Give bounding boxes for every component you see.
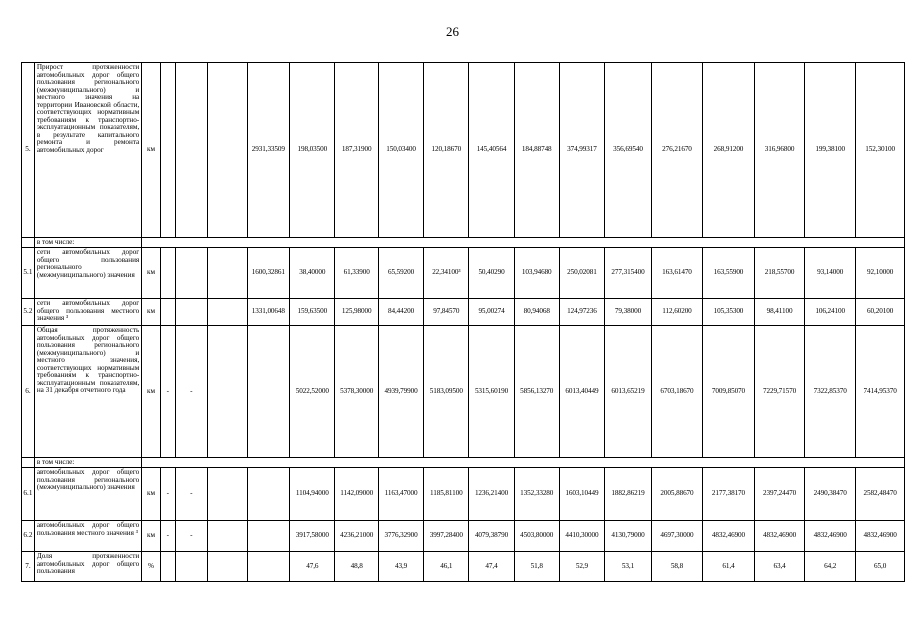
value-cell: 184,88748	[514, 63, 559, 238]
value-cell: 52,9	[559, 552, 604, 582]
value-cell: 4832,46900	[805, 521, 856, 552]
value-cell: 51,8	[514, 552, 559, 582]
extra-cell	[175, 299, 207, 326]
extra-cell: -	[160, 468, 175, 521]
value-cell: 106,24100	[805, 299, 856, 326]
table-subheading-row	[22, 458, 905, 468]
empty-cell	[207, 299, 247, 326]
value-cell: 4410,30000	[559, 521, 604, 552]
row-number-cell: 6.1	[22, 468, 35, 521]
value-cell: 93,14000	[805, 248, 856, 299]
value-cell: 3776,32900	[378, 521, 423, 552]
value-cell: 60,20100	[856, 299, 905, 326]
value-cell: 4236,21000	[335, 521, 379, 552]
row-number-cell: 5.2	[22, 299, 35, 326]
value-cell: 124,97236	[559, 299, 604, 326]
row-description: в том числе:	[34, 238, 141, 248]
empty-cell	[207, 63, 247, 238]
value-cell: 4832,46900	[754, 521, 804, 552]
value-cell: 63,4	[754, 552, 804, 582]
row-number-cell: 6.	[22, 326, 35, 458]
unit-cell: км	[142, 299, 161, 326]
value-cell: 374,99317	[559, 63, 604, 238]
table-row	[22, 299, 905, 326]
value-cell: 198,03500	[290, 63, 335, 238]
value-cell: 316,96800	[754, 63, 804, 238]
value-cell: 1185,81100	[424, 468, 469, 521]
value-cell: 250,02081	[559, 248, 604, 299]
extra-cell	[175, 248, 207, 299]
value-cell: 3917,58000	[290, 521, 335, 552]
extra-cell	[160, 552, 175, 582]
page-number: 26	[446, 24, 459, 39]
value-cell: 95,00274	[469, 299, 514, 326]
table-row	[22, 521, 905, 552]
value-cell: 4130,79000	[605, 521, 652, 552]
row-description: сети автомобильных дорог общего пользования местного значения ³	[34, 299, 141, 326]
empty-cell	[247, 552, 290, 582]
empty-cell	[142, 458, 905, 468]
value-cell: 7322,85370	[805, 326, 856, 458]
extra-cell: -	[160, 521, 175, 552]
value-cell: 5315,60190	[469, 326, 514, 458]
value-cell: 1882,86219	[605, 468, 652, 521]
value-cell: 2490,38470	[805, 468, 856, 521]
row-description: автомобильных дорог общего пользования регионального (межмуниципального) значения	[34, 468, 141, 521]
value-cell: 159,63500	[290, 299, 335, 326]
table-row	[22, 248, 905, 299]
extra-cell: -	[175, 326, 207, 458]
value-cell: 152,30100	[856, 63, 905, 238]
value-cell: 5378,30000	[335, 326, 379, 458]
row-number-cell: 6.2	[22, 521, 35, 552]
row-description: Общая протяженность автомобильных дорог общего пользования регионального (межмуниципального) и местного значения, соответствующих нормативным требованиям к транспортно-эксплуатационным показателям, на 31 декабря отчетного года	[34, 326, 141, 458]
value-cell: 2397,24470	[754, 468, 804, 521]
value-cell: 187,31900	[335, 63, 379, 238]
row-number-cell	[22, 458, 35, 468]
row-description: Прирост протяженности автомобильных дорог общего пользования регионального (межмуниципального) и местного значения на территории Ивановской области, соответствующих нормативным требованиям к транспортно-эксплуатационным показателям, в результате капитального ремонта и ремонта автомобильных дорог	[34, 63, 141, 238]
unit-cell: км	[142, 326, 161, 458]
value-cell: 5022,52000	[290, 326, 335, 458]
value-cell: 47,6	[290, 552, 335, 582]
extra-cell	[175, 552, 207, 582]
row-description: в том числе:	[34, 458, 141, 468]
extra-cell	[160, 299, 175, 326]
value-cell: 163,55900	[703, 248, 755, 299]
table-subheading-row	[22, 238, 905, 248]
value-cell: 7009,85070	[703, 326, 755, 458]
value-cell: 1331,00648	[247, 299, 290, 326]
value-cell: 79,38000	[605, 299, 652, 326]
value-cell: 105,35300	[703, 299, 755, 326]
value-cell: 61,33900	[335, 248, 379, 299]
value-cell: 46,1	[424, 552, 469, 582]
value-cell: 84,44200	[378, 299, 423, 326]
empty-cell	[207, 552, 247, 582]
row-description: Доля протяженности автомобильных дорог общего пользования	[34, 552, 141, 582]
empty-cell	[142, 238, 905, 248]
value-cell: 2931,33509	[247, 63, 290, 238]
value-cell: 80,94068	[514, 299, 559, 326]
value-cell: 4079,38790	[469, 521, 514, 552]
value-cell: 120,18670	[424, 63, 469, 238]
value-cell: 4832,46900	[703, 521, 755, 552]
value-cell: 53,1	[605, 552, 652, 582]
table-body	[22, 63, 905, 582]
value-cell: 5183,09500	[424, 326, 469, 458]
row-number-cell	[22, 238, 35, 248]
value-cell: 22,34100³	[424, 248, 469, 299]
value-cell: 356,69540	[605, 63, 652, 238]
unit-cell: км	[142, 468, 161, 521]
extra-cell: -	[160, 326, 175, 458]
extra-cell: -	[175, 521, 207, 552]
value-cell: 5856,13270	[514, 326, 559, 458]
value-cell: 150,03400	[378, 63, 423, 238]
table-row	[22, 63, 905, 238]
value-cell: 98,41100	[754, 299, 804, 326]
value-cell: 2177,38170	[703, 468, 755, 521]
value-cell: 125,98000	[335, 299, 379, 326]
empty-cell	[207, 521, 247, 552]
value-cell: 4697,30000	[651, 521, 702, 552]
value-cell: 4503,80000	[514, 521, 559, 552]
value-cell: 1352,33280	[514, 468, 559, 521]
unit-cell: км	[142, 63, 161, 238]
value-cell: 6013,40449	[559, 326, 604, 458]
value-cell: 38,40000	[290, 248, 335, 299]
value-cell: 65,59200	[378, 248, 423, 299]
value-cell: 145,40564	[469, 63, 514, 238]
row-number-cell: 5.1	[22, 248, 35, 299]
value-cell: 92,10000	[856, 248, 905, 299]
value-cell: 97,84570	[424, 299, 469, 326]
value-cell: 58,8	[651, 552, 702, 582]
value-cell: 7414,95370	[856, 326, 905, 458]
row-description: сети автомобильных дорог общего пользования регионального (межмуниципального) значения	[34, 248, 141, 299]
empty-cell	[247, 468, 290, 521]
value-cell: 47,4	[469, 552, 514, 582]
value-cell: 112,60200	[651, 299, 702, 326]
extra-cell	[175, 63, 207, 238]
value-cell: 2582,48470	[856, 468, 905, 521]
value-cell: 64,2	[805, 552, 856, 582]
value-cell: 65,0	[856, 552, 905, 582]
empty-cell	[207, 468, 247, 521]
value-cell: 4832,46900	[856, 521, 905, 552]
value-cell: 1600,32861	[247, 248, 290, 299]
empty-cell	[207, 326, 247, 458]
empty-cell	[247, 521, 290, 552]
value-cell: 1142,09000	[335, 468, 379, 521]
value-cell: 48,8	[335, 552, 379, 582]
value-cell: 1603,10449	[559, 468, 604, 521]
value-cell: 4939,79900	[378, 326, 423, 458]
value-cell: 6703,18670	[651, 326, 702, 458]
unit-cell: км	[142, 248, 161, 299]
value-cell: 1163,47000	[378, 468, 423, 521]
value-cell: 199,38100	[805, 63, 856, 238]
row-number-cell: 7.	[22, 552, 35, 582]
value-cell: 7229,71570	[754, 326, 804, 458]
value-cell: 277,315400	[605, 248, 652, 299]
indicator-table	[21, 62, 905, 582]
value-cell: 1236,21400	[469, 468, 514, 521]
empty-cell	[247, 326, 290, 458]
table-row	[22, 552, 905, 582]
value-cell: 50,40290	[469, 248, 514, 299]
value-cell: 103,94680	[514, 248, 559, 299]
table-row	[22, 326, 905, 458]
value-cell: 2005,88670	[651, 468, 702, 521]
extra-cell	[160, 63, 175, 238]
extra-cell	[160, 248, 175, 299]
row-description: автомобильных дорог общего пользования местного значения ³	[34, 521, 141, 552]
value-cell: 163,61470	[651, 248, 702, 299]
value-cell: 61,4	[703, 552, 755, 582]
value-cell: 218,55700	[754, 248, 804, 299]
extra-cell: -	[175, 468, 207, 521]
value-cell: 3997,28400	[424, 521, 469, 552]
value-cell: 43,9	[378, 552, 423, 582]
value-cell: 6013,65219	[605, 326, 652, 458]
value-cell: 268,91200	[703, 63, 755, 238]
value-cell: 276,21670	[651, 63, 702, 238]
row-number-cell: 5.	[22, 63, 35, 238]
empty-cell	[207, 248, 247, 299]
table-row	[22, 468, 905, 521]
unit-cell: км	[142, 521, 161, 552]
unit-cell: %	[142, 552, 161, 582]
value-cell: 1104,94000	[290, 468, 335, 521]
